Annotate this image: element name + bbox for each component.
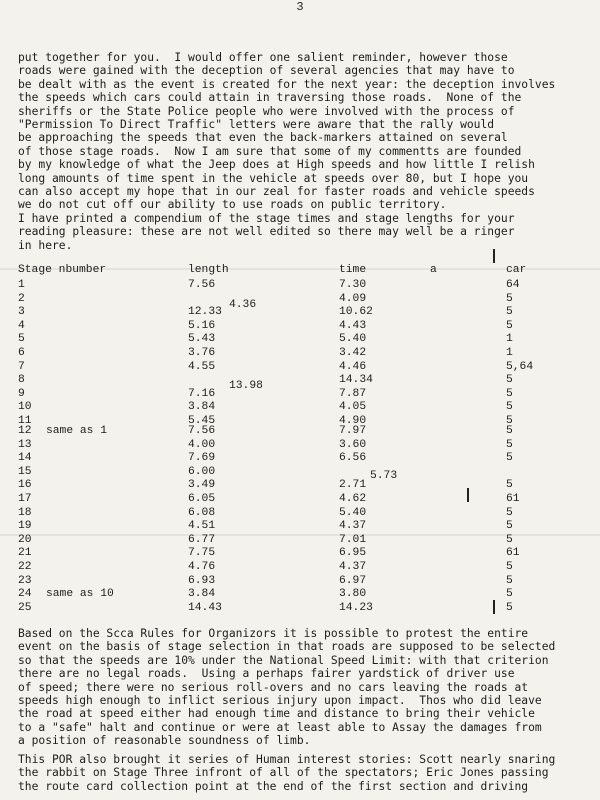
stage-length: 7.75 (188, 547, 216, 560)
intro-line: roads were gained with the deception of several agencies that may have to (18, 64, 515, 78)
stage-number: 13 (18, 438, 32, 451)
stage-car: 5 (506, 574, 513, 587)
intro-line: by my knowledge of what the Jeep does at High speeds and how little I relish (18, 158, 535, 172)
body-line: so that the speeds are 10% under the National Speed Limit: with that criterion (18, 653, 549, 667)
stage-length: 3.84 (188, 588, 216, 601)
stage-length: 6.00 (188, 465, 216, 478)
stage-length: 3.84 (188, 401, 216, 414)
stage-time: 4.09 (339, 292, 367, 305)
stage-time: 2.71 (339, 479, 367, 492)
stage-time: 4.62 (339, 493, 367, 505)
stage-number: 10 (18, 401, 32, 414)
stage-car: 5 (506, 588, 513, 601)
stage-note: same as 10 (46, 588, 114, 601)
stage-time: 7.01 (339, 533, 367, 546)
intro-line: the speeds which cars could attain in traversing those roads. None of the (18, 91, 522, 105)
body-line: event on the basis of stage selection in that roads are supposed to be selected (18, 640, 556, 654)
stage-length: 4.51 (188, 520, 216, 533)
stage-number: 15 (18, 465, 32, 478)
stage-time: 10.62 (339, 306, 373, 319)
stage-number: 11 (18, 415, 32, 427)
intro-line: I have printed a compendium of the stage times and stage lengths for your (18, 211, 515, 225)
body-paragraph (18, 627, 598, 748)
stage-number: 9 (18, 387, 25, 400)
stage-length: 3.76 (188, 347, 216, 359)
header-length: length (188, 264, 229, 276)
stage-number: 8 (18, 374, 25, 387)
intro-line: "Permission To Direct Traffic" letters were aware that the rally would (18, 118, 495, 132)
stage-length: 5.43 (188, 333, 216, 346)
stage-time: 5.73 (370, 469, 398, 482)
stage-number: 14 (18, 452, 32, 465)
stage-length: 3.49 (188, 479, 216, 492)
stage-car: 5 (506, 292, 513, 305)
stage-car: 5 (506, 452, 513, 465)
intro-line: of those stage roads. Now I am sure that some of my commentts are founded (18, 144, 522, 158)
stage-length: 4.76 (188, 561, 216, 573)
body-line: there are no legal roads. Using a perhaps fairer yardstick of driver use (18, 667, 515, 681)
stage-length: 4.00 (188, 438, 216, 451)
stage-car: 61 (506, 493, 520, 505)
stage-time: 6.56 (339, 452, 367, 465)
stage-number: 19 (18, 520, 32, 533)
closing-line: This POR also brought it series of Human interest stories: Scott nearly snaring (18, 753, 556, 766)
intro-line: sheriffs or the State Police people who were involved with the process of (18, 104, 515, 118)
stage-time: 6.97 (339, 574, 367, 587)
stage-number: 5 (18, 333, 25, 346)
stage-length: 7.56 (188, 425, 216, 437)
stage-time: 5.40 (339, 506, 367, 519)
body-line: speeds high enough to inflict serious injury upon impact. Thos who did leave (18, 694, 542, 708)
stage-car: 5 (506, 561, 513, 573)
stage-car: 1 (506, 333, 513, 346)
stage-car: 5 (506, 306, 513, 319)
stage-time: 5.40 (339, 333, 367, 346)
stage-length: 12.33 (188, 306, 222, 319)
stage-number: 24 (18, 588, 32, 601)
stage-time: 4.90 (339, 415, 367, 427)
stage-car: 5,64 (506, 360, 534, 373)
intro-line: be dealt with as the event is created for the next year: the deception involves (18, 77, 556, 91)
stage-number: 2 (18, 292, 25, 305)
stage-length: 7.56 (188, 279, 216, 291)
stage-time: 3.60 (339, 438, 367, 451)
stage-number: 25 (18, 601, 32, 614)
stage-car: 5 (506, 319, 513, 332)
stage-length: 7.16 (188, 387, 216, 400)
stage-number: 17 (18, 493, 32, 505)
body-line: to a "safe" halt and continue or were at least able to Assay the damages from (18, 720, 542, 734)
stage-length: 13.98 (229, 380, 263, 393)
body-line: a position of reasonable soundness of limb. (18, 734, 311, 748)
stage-length: 4.55 (188, 360, 216, 373)
stage-car: 5 (506, 415, 513, 427)
stage-car: 64 (506, 279, 520, 291)
header-car: car (506, 264, 527, 276)
stage-note: same as 1 (46, 425, 108, 437)
intro-line: we do not cut off our ability to use roads on public territory. (18, 198, 447, 212)
stage-number: 1 (18, 279, 25, 291)
intro-line: can also accept my hope that in our zeal for faster roads and vehicle speeds (18, 185, 535, 199)
stage-time: 14.34 (339, 374, 373, 387)
closing-line: the rabbit on Stage Three infront of all of the spectators; Eric Jones passing (18, 766, 549, 780)
stage-car: 5 (506, 601, 513, 614)
body-line: Based on the Scca Rules for Organizors it is possible to protest the entire (18, 627, 529, 640)
stage-car: 61 (506, 547, 520, 560)
stage-length: 6.93 (188, 574, 216, 587)
intro-line: put together for you. I would offer one salient reminder, however those (18, 51, 508, 64)
intro-line: long amounts of time spent in the vehicle at speeds over 80, but I hope you (18, 171, 529, 185)
stage-time: 14.23 (339, 601, 373, 614)
intro-line: be approaching the speeds that even the back-markers attained on several (18, 131, 508, 145)
stage-length: 6.05 (188, 493, 216, 505)
stage-length: 14.43 (188, 601, 222, 614)
stage-number: 23 (18, 574, 32, 587)
stage-number: 6 (18, 347, 25, 359)
stage-car: 5 (506, 506, 513, 519)
stage-number: 4 (18, 319, 25, 332)
stage-time: 3.42 (339, 347, 367, 359)
stage-length: 6.08 (188, 506, 216, 519)
closing-line: the route card collection point at the end of the first section and driving (18, 779, 529, 793)
stage-length: 7.69 (188, 452, 216, 465)
stage-number: 22 (18, 561, 32, 573)
stage-length: 5.16 (188, 319, 216, 332)
stage-time: 4.37 (339, 561, 367, 573)
stage-car: 5 (506, 533, 513, 546)
stage-time: 6.95 (339, 547, 367, 560)
closing-paragraph (18, 753, 598, 793)
stage-car: 1 (506, 347, 513, 359)
stage-time: 4.46 (339, 360, 367, 373)
body-line: of speed; there were no serious roll-overs and no cars leaving the roads at (18, 680, 529, 694)
intro-line: reading pleasure: these are not well edited so there may well be a ringer (18, 225, 515, 239)
stage-time: 4.37 (339, 520, 367, 533)
stage-number: 16 (18, 479, 32, 492)
stage-time: 7.87 (339, 387, 367, 400)
stage-number: 18 (18, 506, 32, 519)
stage-car: 5 (506, 387, 513, 400)
header-stage: Stage nbumber (18, 264, 107, 276)
stage-car: 5 (506, 438, 513, 451)
header-time: time (339, 264, 367, 276)
header-a: a (430, 264, 437, 276)
stage-time: 4.43 (339, 319, 367, 332)
stage-number: 12 (18, 425, 32, 437)
stage-length: 5.45 (188, 415, 216, 427)
stage-time: 4.05 (339, 401, 367, 414)
stage-time: 3.80 (339, 588, 367, 601)
stage-length: 6.77 (188, 533, 216, 546)
stage-number: 7 (18, 360, 25, 373)
stage-length: 4.36 (229, 298, 257, 311)
stage-car: 5 (506, 374, 513, 387)
page-number: 3 (296, 0, 304, 14)
stage-car: 5 (506, 401, 513, 414)
stage-number: 20 (18, 533, 32, 546)
stage-number: 21 (18, 547, 32, 560)
stage-time: 7.97 (339, 425, 367, 437)
body-line: the road at speed either had enough time and distance to bring their vehicle (18, 707, 535, 721)
stage-time: 7.30 (339, 279, 367, 291)
stage-number: 3 (18, 306, 25, 319)
stage-car: 5 (506, 425, 513, 437)
stage-car: 5 (506, 520, 513, 533)
stage-car: 5 (506, 479, 513, 492)
intro-line: in here. (18, 238, 73, 252)
